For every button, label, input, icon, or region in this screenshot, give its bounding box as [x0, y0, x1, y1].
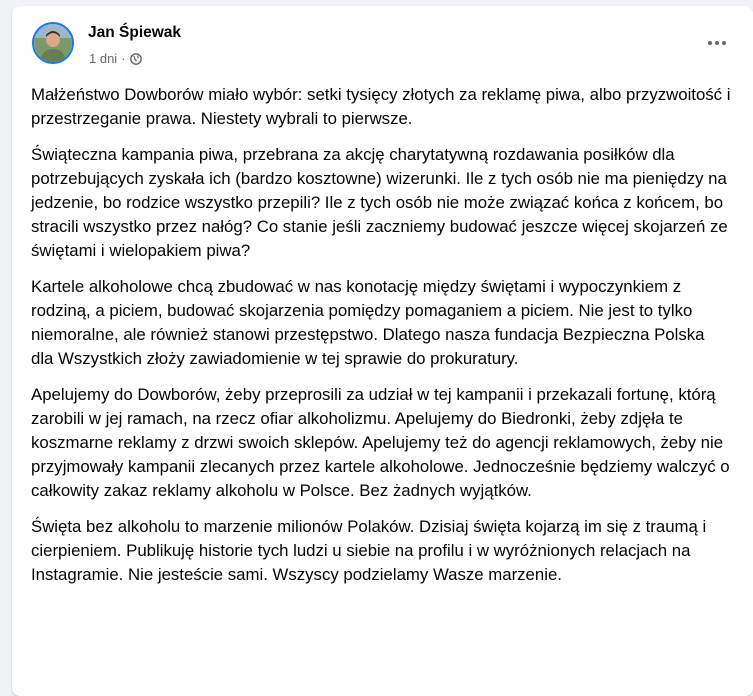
post-paragraph: Apelujemy do Dowborów, żeby przeprosili za udział w tej kampanii i przekazali fortunę, którą zarobili w jej ramach, na rzecz ofiar alkoholizmu. Apelujemy do Biedronki, żeby zdjęła te koszmarne reklamy z drzwi swoich sklepów. Apelujemy też do agencji reklamowych, żeby nie przyjmowały kampanii zlecanych przez kartele alkoholowe. Jednocześnie będziemy walczyć o całkowity zakaz reklamy alkoholu w Polsce. Bez żadnych wyjątków.: [31, 385, 730, 500]
post-paragraph: Małżeństwo Dowborów miało wybór: setki tysięcy złotych za reklamę piwa, albo przyzwoitość i przestrzeganie prawa. Niestety wybrali to pierwsze.: [31, 85, 731, 128]
post-text: [31, 83, 731, 599]
author-name[interactable]: Jan Śpiewak: [88, 24, 182, 41]
post-paragraph: Kartele alkoholowe chcą zbudować w nas konotację między świętami i wypoczynkiem z rodziną, a piciem, budować skojarzenia pomiędzy pomaganiem a piciem. Nie jest to tylko niemoralne, ale również stanowi przestępstwo. Dlatego nasza fundacja Bezpieczna Polska dla Wszystkich złoży zawiadomienie w tej sprawie do prokuratury.: [31, 277, 705, 368]
avatar-image: [34, 24, 72, 62]
post-paragraph: Święta bez alkoholu to marzenie milionów Polaków. Dzisiaj święta kojarzą im się z traumą i cierpieniem. Publikuję historie tych ludzi u siebie na profilu i w wyróżnionych relacjach na Instagramie. Nie jesteście sami. Wszyscy podzielamy Wasze marzenie.: [31, 517, 707, 584]
globe-icon[interactable]: [130, 53, 142, 65]
post-meta: [89, 51, 142, 66]
post-header: [12, 6, 753, 84]
post-paragraph: Świąteczna kampania piwa, przebrana za akcję charytatywną rozdawania posiłków dla potrzebujących zyskała ich (bardzo kosztowne) wizerunki. Ile z tych osób nie ma pieniędzy na jedzenie, bo rodzice wszystko przepili? Ile z tych osób nie może związać końca z końcem, bo stracili wszystko przez nałóg? Co stanie jeśli zaczniemy budować jeszcze więcej skojarzeń ze świętami i wielopakiem piwa?: [31, 145, 728, 260]
post-time[interactable]: 1 dni: [89, 51, 118, 66]
more-options-icon[interactable]: [699, 32, 735, 54]
post-card: [12, 6, 753, 696]
avatar[interactable]: [32, 22, 74, 64]
meta-separator: ·: [121, 51, 126, 66]
